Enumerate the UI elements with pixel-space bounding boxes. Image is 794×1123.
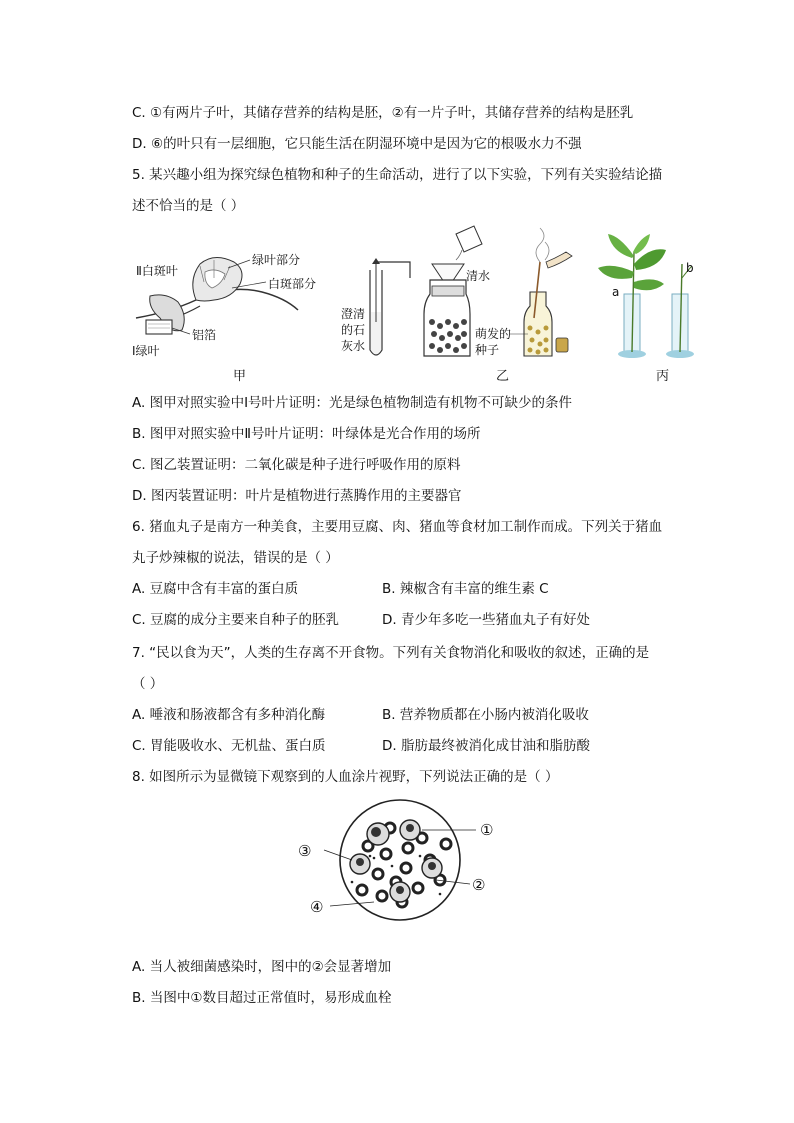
- q5-figure: [0, 222, 794, 392]
- marker-3: ③: [298, 842, 312, 860]
- marker-2: ②: [472, 876, 486, 894]
- water-beaker: [456, 226, 482, 252]
- label-limewater-2: 的石: [341, 323, 366, 337]
- caption-bing: 丙: [656, 369, 670, 384]
- jar-lid: [556, 338, 568, 352]
- q7-option-c: C. 胃能吸收水、无机盐、蛋白质: [132, 738, 326, 754]
- figure-yi: [341, 226, 572, 384]
- q7-option-d: D. 脂肪最终被消化成甘油和脂肪酸: [382, 738, 590, 754]
- label-limewater-1: 澄清: [341, 307, 366, 321]
- q4-option-d: D. ⑥的叶只有一层细胞，它只能生活在阴湿环境中是因为它的根吸水力不强: [132, 136, 582, 152]
- q8-option-b: B. 当图中①数目超过正常值时，易形成血栓: [132, 990, 392, 1006]
- label-seeds-1: 萌发的: [475, 327, 512, 341]
- q4-option-c: C. ①有两片子叶，其储存营养的结构是胚，②有一片子叶，其储存营养的结构是胚乳: [132, 105, 634, 121]
- label-water: 清水: [466, 269, 491, 283]
- q6-option-a: A. 豆腐中含有丰富的蛋白质: [132, 581, 299, 597]
- q6-option-d: D. 青少年多吃一些猪血丸子有好处: [382, 612, 590, 628]
- label-a: a: [612, 285, 620, 299]
- q7-option-b: B. 营养物质都在小肠内被消化吸收: [382, 707, 589, 723]
- label-seeds-2: 种子: [475, 343, 500, 357]
- q8-stem: 8. 如图所示为显微镜下观察到的人血涂片视野，下列说法正确的是（ ）: [132, 769, 559, 785]
- q6-stem-line1: 6. 猪血丸子是南方一种美食，主要用豆腐、肉、猪血等食材加工制作而成。下列关于猪血: [132, 519, 663, 535]
- q7-option-a: A. 唾液和肠液都含有多种消化酶: [132, 707, 326, 723]
- figure-jia: [132, 252, 316, 384]
- caption-yi: 乙: [496, 369, 510, 384]
- label-leaf2: Ⅱ白斑叶: [136, 264, 178, 278]
- q5-stem-line2: 述不恰当的是（ ）: [132, 198, 245, 214]
- q6-stem-line2: 丸子炒辣椒的说法，错误的是（ ）: [132, 550, 339, 566]
- label-limewater-3: 灰水: [341, 339, 366, 353]
- label-white-part: 白斑部分: [268, 277, 317, 291]
- blood-smear-figure: [290, 798, 510, 928]
- q5-option-b: B. 图甲对照实验中Ⅱ号叶片证明：叶绿体是光合作用的场所: [132, 426, 481, 442]
- marker-1: ①: [480, 821, 494, 839]
- q7-stem-line2: （ ）: [132, 676, 164, 692]
- q5-option-d: D. 图丙装置证明：叶片是植物进行蒸腾作用的主要器官: [132, 488, 462, 504]
- q6-option-b: B. 辣椒含有丰富的维生素 C: [382, 581, 549, 597]
- q5-stem-line1: 5. 某兴趣小组为探究绿色植物和种子的生命活动，进行了以下实验，下列有关实验结论描: [132, 167, 663, 183]
- q7-stem-line1: 7. “民以食为天”，人类的生存离不开食物。下列有关食物消化和吸收的叙述，正确的是: [132, 645, 650, 661]
- foil-rect: [146, 320, 172, 334]
- q8-option-a: A. 当人被细菌感染时，图中的②会显著增加: [132, 959, 392, 975]
- label-b: b: [686, 261, 694, 275]
- label-green-part: 绿叶部分: [252, 253, 301, 267]
- caption-jia: 甲: [233, 369, 247, 384]
- label-leaf1: Ⅰ绿叶: [132, 344, 160, 358]
- q5-option-a: A. 图甲对照实验中Ⅰ号叶片证明：光是绿色植物制造有机物不可缺少的条件: [132, 395, 573, 411]
- q6-option-c: C. 豆腐的成分主要来自种子的胚乳: [132, 612, 340, 628]
- figure-bing: [598, 234, 694, 384]
- seed-jar: [524, 292, 552, 356]
- marker-4: ④: [310, 898, 324, 916]
- label-foil: 铝箔: [192, 328, 217, 342]
- q5-option-c: C. 图乙装置证明：二氧化碳是种子进行呼吸作用的原料: [132, 457, 461, 473]
